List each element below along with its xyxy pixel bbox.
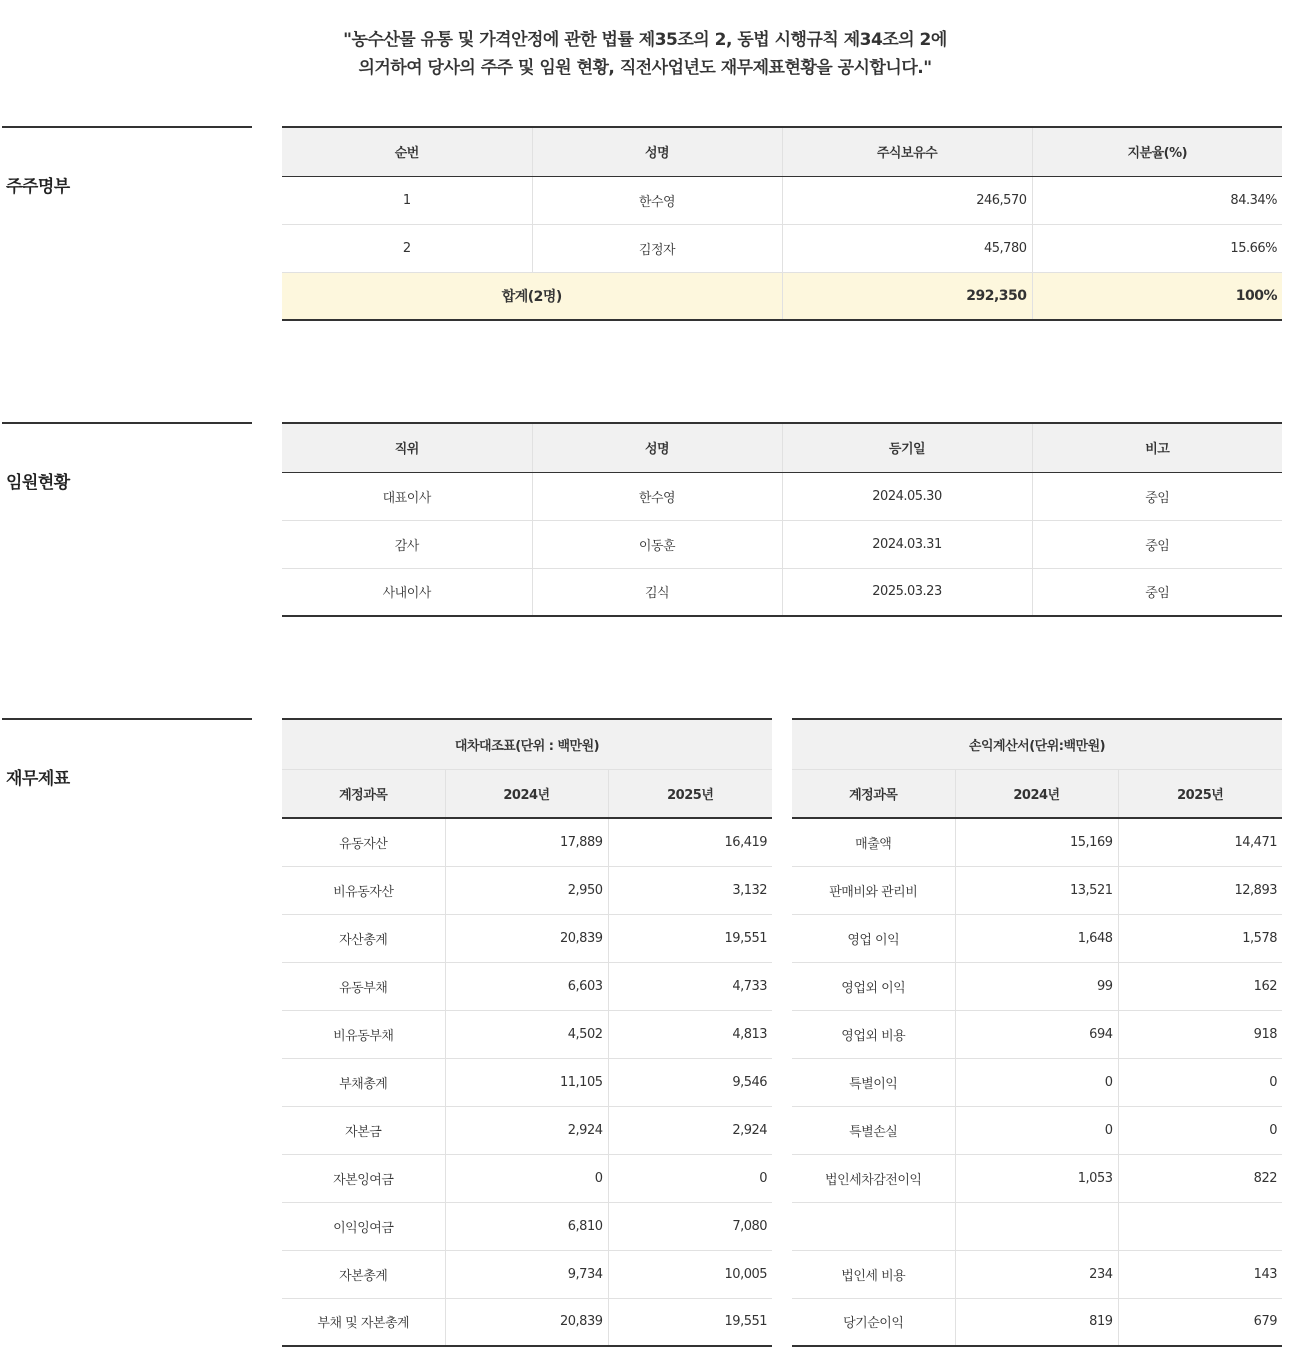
table-row bbox=[282, 914, 772, 962]
table-header-row bbox=[792, 769, 1282, 818]
table-cell: 15,169 bbox=[955, 818, 1118, 866]
table-cell: 694 bbox=[955, 1010, 1118, 1058]
table-cell: 4,733 bbox=[608, 962, 772, 1010]
table-cell: 17,889 bbox=[445, 818, 608, 866]
column-header: 성명 bbox=[532, 423, 782, 472]
table-cell: 162 bbox=[1118, 962, 1282, 1010]
column-header: 비고 bbox=[1032, 423, 1282, 472]
table-cell: 자본총계 bbox=[282, 1250, 445, 1298]
total-label: 합계(2명) bbox=[282, 272, 782, 320]
table-cell bbox=[792, 1202, 955, 1250]
column-header: 2024년 bbox=[955, 769, 1118, 818]
total-ratio: 100% bbox=[1032, 272, 1282, 320]
table-cell: 45,780 bbox=[782, 224, 1032, 272]
table-cell: 20,839 bbox=[445, 914, 608, 962]
table-row bbox=[282, 1298, 772, 1346]
column-header: 주식보유수 bbox=[782, 127, 1032, 176]
table-cell: 0 bbox=[1118, 1058, 1282, 1106]
table-row bbox=[282, 224, 1282, 272]
table-cell: 1 bbox=[282, 176, 532, 224]
table-row bbox=[282, 1058, 772, 1106]
table-cell: 2024.05.30 bbox=[782, 472, 1032, 520]
table-cell: 99 bbox=[955, 962, 1118, 1010]
table-title-row bbox=[282, 719, 772, 769]
table-cell: 7,080 bbox=[608, 1202, 772, 1250]
table-cell: 12,893 bbox=[1118, 866, 1282, 914]
table-row bbox=[282, 818, 772, 866]
table-cell: 법인세 비용 bbox=[792, 1250, 955, 1298]
table-cell: 246,570 bbox=[782, 176, 1032, 224]
table-row bbox=[792, 1058, 1282, 1106]
column-header: 계정과목 bbox=[792, 769, 955, 818]
column-header: 지분율(%) bbox=[1032, 127, 1282, 176]
table-cell: 자본금 bbox=[282, 1106, 445, 1154]
table-cell: 이동훈 bbox=[532, 520, 782, 568]
table-cell: 19,551 bbox=[608, 1298, 772, 1346]
table-cell: 김정자 bbox=[532, 224, 782, 272]
table-cell: 15.66% bbox=[1032, 224, 1282, 272]
table-row bbox=[282, 568, 1282, 616]
table-cell: 1,648 bbox=[955, 914, 1118, 962]
table-cell: 11,105 bbox=[445, 1058, 608, 1106]
table-cell: 4,502 bbox=[445, 1010, 608, 1058]
table-cell: 679 bbox=[1118, 1298, 1282, 1346]
table-cell: 10,005 bbox=[608, 1250, 772, 1298]
table-cell: 영업외 비용 bbox=[792, 1010, 955, 1058]
column-header: 2025년 bbox=[1118, 769, 1282, 818]
table-cell: 유동자산 bbox=[282, 818, 445, 866]
table-cell: 3,132 bbox=[608, 866, 772, 914]
table-cell: 0 bbox=[445, 1154, 608, 1202]
table-row bbox=[282, 962, 772, 1010]
table-cell: 2025.03.23 bbox=[782, 568, 1032, 616]
table-cell: 6,810 bbox=[445, 1202, 608, 1250]
table-cell: 한수영 bbox=[532, 472, 782, 520]
table-cell: 영업 이익 bbox=[792, 914, 955, 962]
table-cell: 매출액 bbox=[792, 818, 955, 866]
table-row bbox=[282, 866, 772, 914]
table-cell: 특별이익 bbox=[792, 1058, 955, 1106]
table-cell: 특별손실 bbox=[792, 1106, 955, 1154]
table-row bbox=[792, 1250, 1282, 1298]
table-cell: 9,546 bbox=[608, 1058, 772, 1106]
income-statement-table bbox=[792, 718, 1282, 1347]
intro-line-2: 의거하여 당사의 주주 및 임원 현황, 직전사업년도 재무제표현황을 공시합니다." bbox=[358, 58, 932, 78]
table-cell: 0 bbox=[1118, 1106, 1282, 1154]
intro-line-1: "농수산물 유통 및 가격안정에 관한 법률 제35조의 2, 동법 시행규칙 제34조의 2에 bbox=[343, 30, 947, 50]
table-cell bbox=[955, 1202, 1118, 1250]
table-cell: 0 bbox=[608, 1154, 772, 1202]
table-cell: 부채총계 bbox=[282, 1058, 445, 1106]
table-row bbox=[792, 962, 1282, 1010]
section-label-officers bbox=[2, 422, 252, 493]
table-row bbox=[792, 866, 1282, 914]
table-cell: 822 bbox=[1118, 1154, 1282, 1202]
section-title: 주주명부 bbox=[6, 177, 70, 197]
table-cell: 중임 bbox=[1032, 568, 1282, 616]
table-cell: 당기순이익 bbox=[792, 1298, 955, 1346]
table-header-row bbox=[282, 769, 772, 818]
table-cell: 2,924 bbox=[445, 1106, 608, 1154]
table-cell: 이익잉여금 bbox=[282, 1202, 445, 1250]
table-row bbox=[282, 1202, 772, 1250]
table-cell: 6,603 bbox=[445, 962, 608, 1010]
officers-table bbox=[282, 422, 1282, 617]
table-cell: 2,924 bbox=[608, 1106, 772, 1154]
table-cell: 16,419 bbox=[608, 818, 772, 866]
table-cell bbox=[1118, 1202, 1282, 1250]
total-row bbox=[282, 272, 1282, 320]
table-cell: 0 bbox=[955, 1106, 1118, 1154]
table-row bbox=[282, 520, 1282, 568]
table-cell: 비유동자산 bbox=[282, 866, 445, 914]
table-cell: 84.34% bbox=[1032, 176, 1282, 224]
table-title-row bbox=[792, 719, 1282, 769]
table-row bbox=[792, 1298, 1282, 1346]
table-cell: 918 bbox=[1118, 1010, 1282, 1058]
table-row bbox=[792, 1010, 1282, 1058]
table-cell: 19,551 bbox=[608, 914, 772, 962]
table-cell: 영업외 이익 bbox=[792, 962, 955, 1010]
table-row bbox=[792, 1202, 1282, 1250]
table-row bbox=[282, 472, 1282, 520]
table-cell: 2,950 bbox=[445, 866, 608, 914]
table-cell: 부채 및 자본총계 bbox=[282, 1298, 445, 1346]
table-cell: 143 bbox=[1118, 1250, 1282, 1298]
table-cell: 14,471 bbox=[1118, 818, 1282, 866]
intro-notice bbox=[0, 26, 1290, 82]
table-header-row bbox=[282, 423, 1282, 472]
table-cell: 자본잉여금 bbox=[282, 1154, 445, 1202]
table-cell: 대표이사 bbox=[282, 472, 532, 520]
column-header: 2025년 bbox=[608, 769, 772, 818]
table-cell: 9,734 bbox=[445, 1250, 608, 1298]
table-cell: 김식 bbox=[532, 568, 782, 616]
table-header-row bbox=[282, 127, 1282, 176]
section-title: 임원현황 bbox=[6, 473, 70, 493]
table-cell: 중임 bbox=[1032, 472, 1282, 520]
table-cell: 1,053 bbox=[955, 1154, 1118, 1202]
column-header: 순번 bbox=[282, 127, 532, 176]
balance-sheet-title: 대차대조표(단위 : 백만원) bbox=[282, 719, 772, 769]
table-cell: 법인세차감전이익 bbox=[792, 1154, 955, 1202]
column-header: 계정과목 bbox=[282, 769, 445, 818]
table-cell: 2 bbox=[282, 224, 532, 272]
table-row bbox=[282, 1106, 772, 1154]
table-row bbox=[282, 176, 1282, 224]
column-header: 직위 bbox=[282, 423, 532, 472]
table-row bbox=[282, 1250, 772, 1298]
table-cell: 819 bbox=[955, 1298, 1118, 1346]
table-row bbox=[282, 1154, 772, 1202]
section-label-financials bbox=[2, 718, 252, 789]
section-label-shareholders bbox=[2, 126, 252, 197]
table-cell: 판매비와 관리비 bbox=[792, 866, 955, 914]
table-cell: 감사 bbox=[282, 520, 532, 568]
table-row bbox=[792, 914, 1282, 962]
table-cell: 비유동부채 bbox=[282, 1010, 445, 1058]
table-cell: 1,578 bbox=[1118, 914, 1282, 962]
table-cell: 자산총계 bbox=[282, 914, 445, 962]
table-cell: 유동부채 bbox=[282, 962, 445, 1010]
income-statement-title: 손익계산서(단위:백만원) bbox=[792, 719, 1282, 769]
table-row bbox=[792, 818, 1282, 866]
table-cell: 234 bbox=[955, 1250, 1118, 1298]
table-row bbox=[282, 1010, 772, 1058]
balance-sheet-table bbox=[282, 718, 772, 1347]
table-cell: 한수영 bbox=[532, 176, 782, 224]
shareholders-table bbox=[282, 126, 1282, 321]
table-row bbox=[792, 1154, 1282, 1202]
table-cell: 사내이사 bbox=[282, 568, 532, 616]
column-header: 2024년 bbox=[445, 769, 608, 818]
table-row bbox=[792, 1106, 1282, 1154]
table-cell: 4,813 bbox=[608, 1010, 772, 1058]
table-cell: 20,839 bbox=[445, 1298, 608, 1346]
table-cell: 13,521 bbox=[955, 866, 1118, 914]
table-cell: 2024.03.31 bbox=[782, 520, 1032, 568]
column-header: 성명 bbox=[532, 127, 782, 176]
column-header: 등기일 bbox=[782, 423, 1032, 472]
total-shares: 292,350 bbox=[782, 272, 1032, 320]
table-cell: 중임 bbox=[1032, 520, 1282, 568]
table-cell: 0 bbox=[955, 1058, 1118, 1106]
section-title: 재무제표 bbox=[6, 769, 70, 789]
